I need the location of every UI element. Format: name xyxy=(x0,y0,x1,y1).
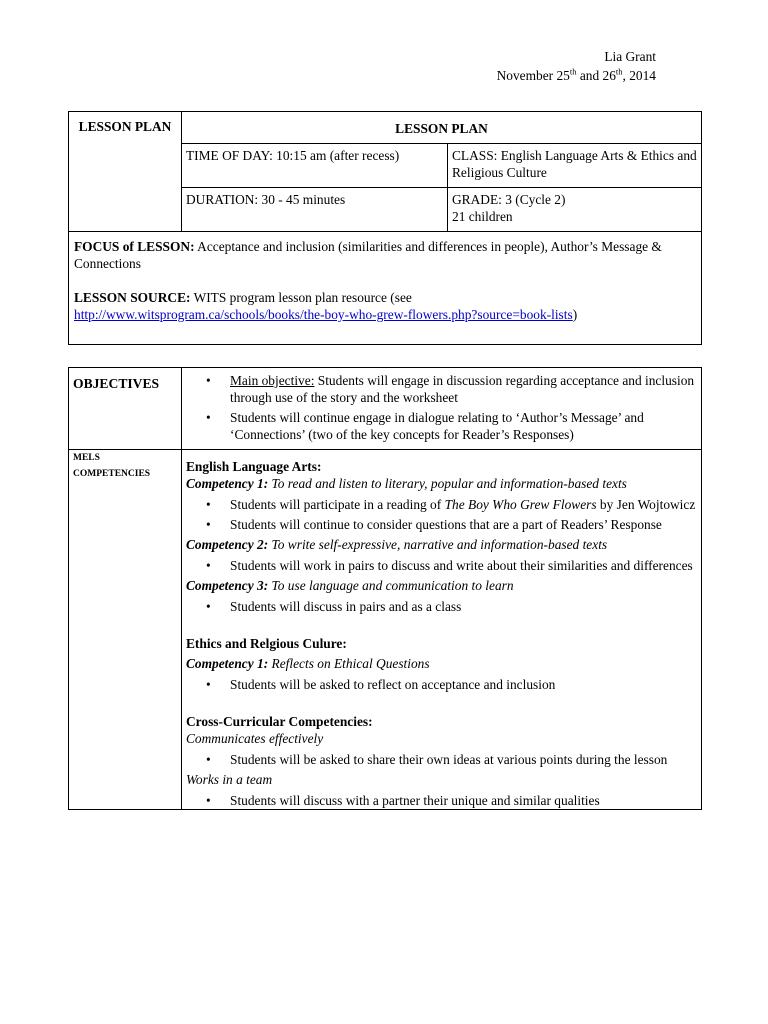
mels-competencies-cell xyxy=(182,450,702,810)
focus-table xyxy=(68,231,702,345)
class-cell: CLASS: English Language Arts & Ethics and Religious Culture xyxy=(448,144,702,188)
list-item: • Main objective: Students will engage in discussion regarding acceptance and inclusion through use of the story and the worksheet xyxy=(230,372,697,406)
works-in-a-team: Works in a team xyxy=(186,772,273,787)
objectives-cell xyxy=(182,368,702,450)
cross-curricular-heading: Cross-Curricular Competencies: xyxy=(186,714,373,729)
objectives-label: OBJECTIVES xyxy=(69,368,182,450)
focus-cell: FOCUS of LESSON: Acceptance and inclusion (similarities and differences in people), Author’s Message & Connections LESSON SOURCE: WITS program lesson plan resource (see http://www.witsprogram.ca/schools/books/the-boy-who-grew-flowers.php?source=book-lists) xyxy=(69,232,702,345)
erc-competency-1: Competency 1: Reflects on Ethical Questions xyxy=(186,656,430,671)
lesson-plan-label: LESSON PLAN xyxy=(69,112,182,232)
children-count: 21 children xyxy=(452,209,513,224)
lesson-source: LESSON SOURCE: WITS program lesson plan resource (see xyxy=(74,290,412,305)
grade-text: GRADE: 3 (Cycle 2) xyxy=(452,192,566,207)
erc-heading: Ethics and Relgious Culure: xyxy=(186,636,347,651)
duration-cell: DURATION: 30 - 45 minutes xyxy=(182,188,448,232)
mels-competencies-label: MELS COMPETENCIES xyxy=(69,450,182,810)
list-item: • Students will continue to consider questions that are a part of Readers’ Response xyxy=(230,516,697,533)
list-item: • Students will continue engage in dialogue relating to ‘Author’s Message’ and ‘Connections’ (two of the key concepts for Reader’s Responses) xyxy=(230,409,697,443)
ela-heading: English Language Arts: xyxy=(186,459,322,474)
lesson-source-link[interactable]: http://www.witsprogram.ca/schools/books/the-boy-who-grew-flowers.php?source=book-lists xyxy=(74,307,573,322)
ela-competency-2: Competency 2: To write self-expressive, narrative and information-based texts xyxy=(186,537,608,552)
focus-of-lesson: FOCUS of LESSON: Acceptance and inclusion (similarities and differences in people), Author’s Message & Connections xyxy=(74,239,662,271)
grade-cell xyxy=(448,188,702,232)
list-item: • Students will participate in a reading of The Boy Who Grew Flowers by Jen Wojtowicz xyxy=(230,496,697,513)
ela-competency-1: Competency 1: To read and listen to literary, popular and information-based texts xyxy=(186,476,627,491)
author-name: Lia Grant xyxy=(604,49,656,64)
lesson-dates: November 25th and 26th, 2014 xyxy=(496,66,656,83)
lesson-plan-title: LESSON PLAN xyxy=(182,112,702,144)
list-item: • Students will work in pairs to discuss and write about their similarities and differences xyxy=(230,557,697,574)
time-of-day-cell: TIME OF DAY: 10:15 am (after recess) xyxy=(182,144,448,188)
list-item: • Students will discuss with a partner their unique and similar qualities xyxy=(230,792,697,809)
document-header xyxy=(497,47,656,85)
lesson-plan-table xyxy=(68,111,702,232)
communicates-effectively: Communicates effectively xyxy=(186,731,324,746)
ela-competency-3: Competency 3: To use language and communication to learn xyxy=(186,578,514,593)
objectives-table xyxy=(68,367,702,810)
list-item: • Students will be asked to reflect on acceptance and inclusion xyxy=(230,676,697,693)
list-item: • Students will be asked to share their own ideas at various points during the lesson xyxy=(230,751,697,768)
list-item: • Students will discuss in pairs and as a class xyxy=(230,598,697,615)
